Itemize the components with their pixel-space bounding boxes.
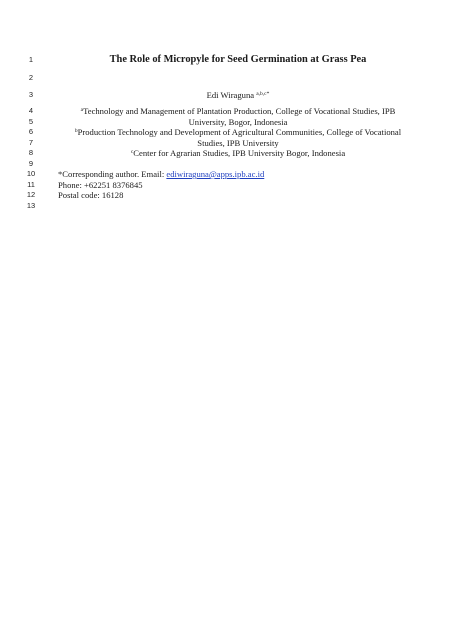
author-affiliation-marks: a,b,c*	[256, 91, 270, 97]
affiliation-text: Technology and Management of Plantation Production, College of Vocational Studies, IPB	[83, 106, 396, 116]
line-number: 8	[28, 148, 34, 157]
manuscript-line	[0, 89, 474, 101]
affiliation-text: Studies, IPB University	[197, 138, 279, 148]
line-number: 1	[28, 55, 34, 64]
author-line	[58, 89, 418, 101]
line-number: 5	[28, 117, 34, 126]
email-link[interactable]: ediwiraguna@apps.ipb.ac.id	[166, 169, 265, 179]
line-number: 4	[28, 106, 34, 115]
line-number: 13	[26, 201, 36, 210]
line-number: 9	[28, 159, 34, 168]
manuscript-line	[0, 72, 474, 84]
affiliation-text: Production Technology and Development of Agricultural Communities, College of Vocational	[77, 127, 402, 137]
phone-text: Phone: +62251 8376845	[58, 180, 143, 190]
line-number: 3	[28, 90, 34, 99]
author-name: Edi Wiraguna	[206, 90, 255, 100]
line-number: 6	[28, 127, 34, 136]
affiliation-text: Center for Agrarian Studies, IPB University Bogor, Indonesia	[133, 148, 346, 158]
affiliation-mark: a	[80, 107, 84, 113]
manuscript-line	[0, 54, 474, 66]
corresponding-label: *Corresponding author. Email:	[58, 169, 167, 179]
affiliation-mark: c	[130, 149, 134, 155]
line-number: 11	[27, 180, 35, 189]
manuscript-line	[0, 200, 474, 212]
line-number: 12	[26, 190, 36, 199]
postal-code-text: Postal code: 16128	[58, 190, 124, 200]
line-number: 10	[26, 169, 36, 178]
affiliation-mark: b	[74, 128, 78, 134]
line-number: 2	[28, 73, 34, 82]
line-number: 7	[28, 138, 34, 147]
paper-title: The Role of Micropyle for Seed Germination at Grass Pea	[109, 54, 367, 65]
affiliation-text: University, Bogor, Indonesia	[188, 117, 288, 127]
